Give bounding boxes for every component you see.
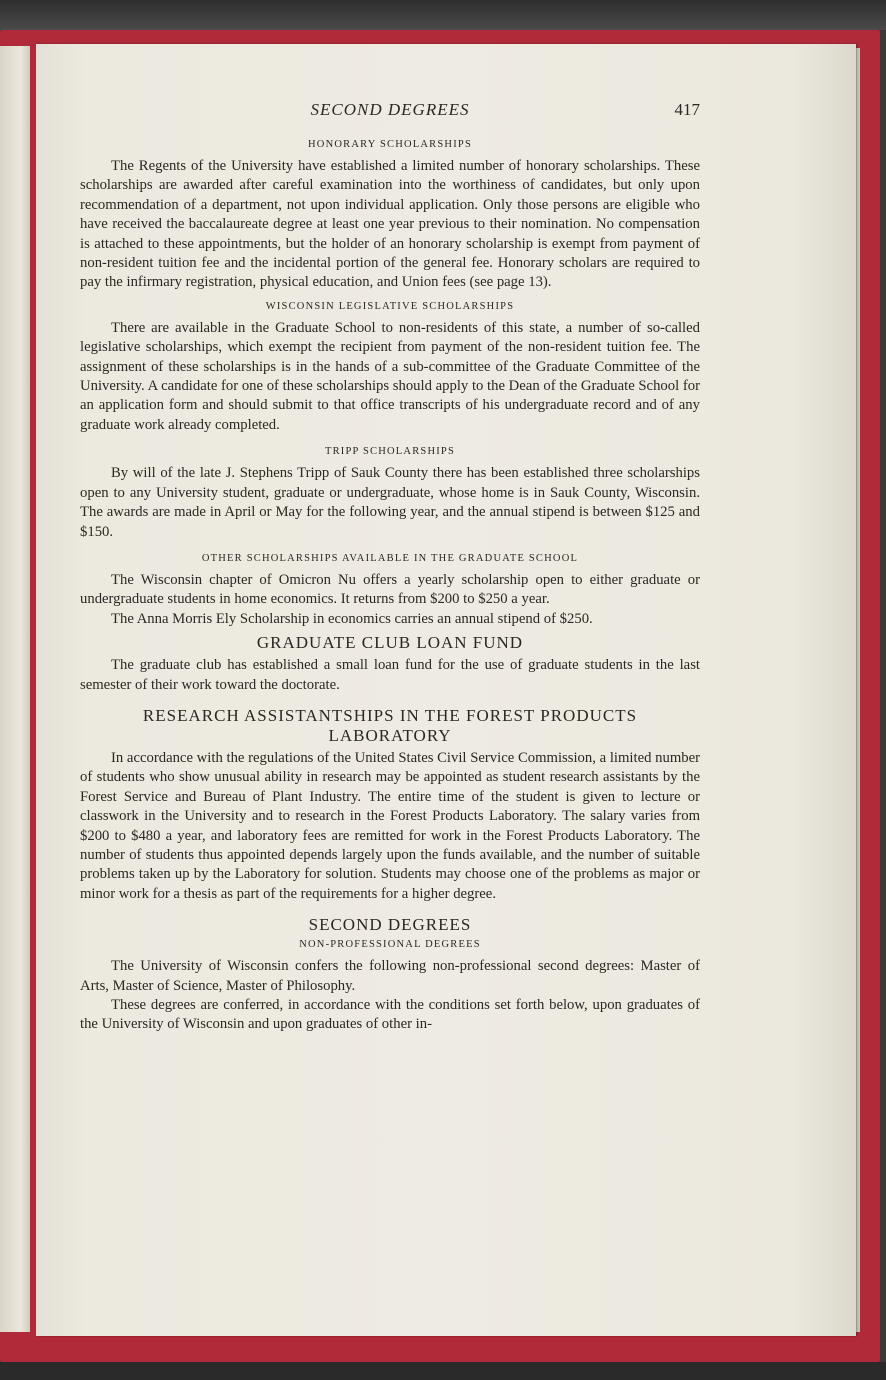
paragraph: The Anna Morris Ely Scholarship in economics carries an annual stipend of $250. xyxy=(111,610,593,627)
book-cover-top xyxy=(0,0,886,30)
paragraph: The Regents of the University have established a limited number of honorary scholarships. These scholarships are awarded after careful examination into the worthiness of candidates, but only upon recommendation of a department, not upon individual application. Only those persons are eligible who have received the baccalaureate degree at least one year previous to their nomination. No compensation is attached to these appointments, but the holder of an honorary scholarship is exempt from payment of non-resident tuition fee and the incidental portion of the general fee. Honorary scholars are required to pay the infirmary registration, physical education, and Union fees (see page 13). xyxy=(80,158,700,291)
section-heading-other: OTHER SCHOLARSHIPS AVAILABLE IN THE GRADUATE SCHOOL xyxy=(201,552,579,564)
section-heading-research-line2: LABORATORY xyxy=(328,725,452,745)
section-heading-loan-fund: GRADUATE CLUB LOAN FUND xyxy=(256,633,524,653)
section-heading-tripp: TRIPP SCHOLARSHIPS xyxy=(324,446,456,458)
running-title: SECOND DEGREES xyxy=(310,100,470,119)
paragraph: The University of Wisconsin confers the following non-professional second degrees: Master of Arts, Master of Science, Master of Philosophy. xyxy=(80,958,700,994)
paragraph: These degrees are conferred, in accordance with the conditions set forth below, upon graduates of the University of Wisconsin and upon graduates of other in- xyxy=(80,997,700,1033)
section-heading-second-degrees: SECOND DEGREES xyxy=(308,915,472,935)
page-content xyxy=(80,100,700,1035)
section-heading-wisconsin-legislative: WISCONSIN LEGISLATIVE SCHOLARSHIPS xyxy=(265,300,515,312)
paragraph: The Wisconsin chapter of Omicron Nu offers a yearly scholarship open to either graduate or undergraduate students in home economics. It returns from $200 to $250 a year. xyxy=(80,571,700,608)
running-head xyxy=(80,100,700,124)
subheading-non-professional: NON-PROFESSIONAL DEGREES xyxy=(299,939,481,951)
book-cover-bottom xyxy=(0,1362,886,1380)
paragraph: The graduate club has established a small loan fund for the use of graduate students in the last semester of their work toward the doctorate. xyxy=(80,657,700,693)
section-heading-honorary: HONORARY SCHOLARSHIPS xyxy=(308,139,472,150)
section-heading-research-line1: RESEARCH ASSISTANTSHIPS IN THE FOREST PRODUCTS xyxy=(142,705,638,725)
page-number: 417 xyxy=(674,100,700,119)
paragraph: In accordance with the regulations of the United States Civil Service Commission, a limited number of students who show unusual ability in research may be appointed as student research assistants by the Forest Service and Bureau of Plant Industry. The entire time of the student is given to lecture or classwork in the University and to research in the Forest Products Laboratory. The salary varies from $200 to $480 a year, and laboratory fees are remitted for work in the Forest Products Laboratory. The number of students thus appointed depends largely upon the funds available, and the number of suitable problems taken up by the Laboratory for solution. Students may choose one of the problems as major or minor work for a thesis as part of the requirements for a higher degree. xyxy=(80,749,700,902)
paragraph: By will of the late J. Stephens Tripp of Sauk County there has been established three scholarships open to any University student, graduate or undergraduate, whose home is in Sauk County, Wisconsin. The awards are made in April or May for the following year, and the annual stipend is between $125 and $150. xyxy=(80,465,700,540)
paragraph: There are available in the Graduate School to non-residents of this state, a number of so-called legislative scholarships, which exempt the recipient from payment of the non-resident tuition fee. The assignment of these scholarships is in the hands of a sub-committee of the Graduate Committee of the University. A candidate for one of these scholarships should apply to the Dean of the Graduate School for an application form and should submit to that office transcripts of his undergraduate record and of any graduate work already completed. xyxy=(80,319,700,433)
previous-page-edge xyxy=(0,46,30,1332)
section-heading-research xyxy=(80,706,700,746)
